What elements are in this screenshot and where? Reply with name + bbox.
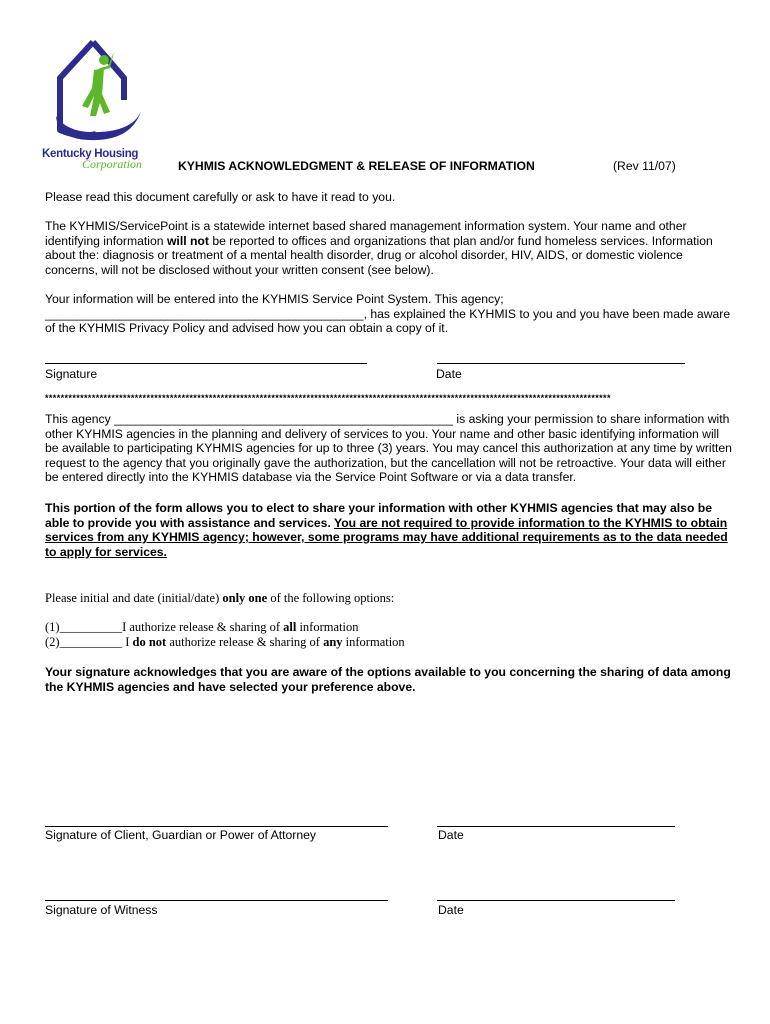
house-figure-icon — [38, 38, 153, 143]
logo-name-line2: Corporation — [82, 157, 143, 171]
agency-permission-blank[interactable]: __________________________________________________ — [114, 412, 454, 426]
signature-label: Signature — [45, 367, 98, 381]
instruction-text-b: of the following options: — [267, 591, 395, 605]
option1-bold: all — [283, 620, 297, 634]
agency-explanation-paragraph — [45, 292, 735, 336]
witness-signature-label: Signature of Witness — [45, 903, 158, 917]
client-signature-line[interactable] — [45, 826, 388, 827]
asterisk-divider: ************************************************************************************************************************************************* — [45, 393, 611, 403]
option-2-authorize-none[interactable] — [45, 635, 405, 650]
para3-text-a: This agency — [45, 412, 115, 426]
date-label: Date — [436, 367, 462, 381]
signature-line[interactable] — [45, 363, 367, 364]
para3-text-b: is asking your permission to share information with other KYHMIS agencies in the planning and delivery of services to you. Your name and other basic identifying information will be available to participating KYHMIS agencies for up to three (3) years. You may cancel this authorization at any time by written request to the agency that you originally gave the authorization, but the cancellation will not be retroactive. Your data will either be entered directly into the KYHMIS database via the Service Point Software or via a data transfer. — [45, 412, 732, 485]
permission-paragraph — [45, 412, 735, 485]
date-line[interactable] — [437, 363, 685, 364]
para4-underlined: You are not required to provide information to the KYHMIS to obtain services from any KYHMIS agency; however, some programs may have additional requirements as to the data needed to apply for services. — [45, 515, 728, 559]
para2-rest: has explained the KYHMIS to you and you have been made aware of the KYHMIS Privacy Policy and advised how you can obtain a copy of it. — [45, 306, 731, 336]
para4-text-a: This portion of the form allows you to elect to share your information with other KYHMIS agencies that may also be able to provide you with assistance and services. — [45, 501, 713, 530]
para1-text-b: be reported to offices and organizations that plan and/or fund homeless services. Information about the: diagnosis or treatment of a mental health disorder, drug or alcohol disorder, HIV, AIDS, or domestic violence concerns, will not be disclosed without your written consent (see below). — [45, 233, 713, 277]
form-revision: (Rev 11/07) — [613, 159, 676, 173]
form-title: KYHMIS ACKNOWLEDGMENT & RELEASE OF INFORMATION — [178, 159, 535, 173]
system-description-paragraph — [45, 219, 735, 277]
acknowledgment-paragraph: Your signature acknowledges that you are aware of the options available to you concerning the sharing of data among the KYHMIS agencies and have selected your preference above. — [45, 665, 731, 694]
option-1-authorize-all[interactable] — [45, 620, 358, 635]
intro-text: Please read this document carefully or ask to have it read to you. — [45, 190, 396, 204]
option2-suffix: information — [342, 635, 405, 649]
instruction-text-a: Please initial and date (initial/date) — [45, 591, 223, 605]
client-signature-label: Signature of Client, Guardian or Power of Attorney — [45, 828, 316, 842]
client-date-label: Date — [438, 828, 464, 842]
witness-date-label: Date — [438, 903, 464, 917]
option2-bold1: do not — [132, 635, 167, 649]
agency-name-blank[interactable]: _______________________________________________, — [45, 306, 367, 321]
option1-text: (1)__________I authorize release & sharing of — [45, 620, 284, 634]
witness-signature-line[interactable] — [45, 900, 388, 901]
logo-name-line1: Kentucky Housing — [42, 148, 139, 160]
option2-mid: authorize release & sharing of — [166, 635, 324, 649]
option2-text: (2)__________ I — [45, 635, 133, 649]
kentucky-housing-logo — [38, 38, 153, 178]
witness-date-line[interactable] — [437, 900, 675, 901]
option2-bold2: any — [323, 635, 343, 649]
para1-text-a: The KYHMIS/ServicePoint is a statewide internet based shared management information system. Your name and other identifying information — [45, 219, 687, 248]
instruction-bold: only one — [222, 591, 268, 605]
para1-bold: will not — [166, 233, 209, 248]
para2-line1: Your information will be entered into the KYHMIS Service Point System. This agency; — [45, 292, 504, 306]
options-instruction — [45, 591, 394, 606]
option1-suffix: information — [296, 620, 359, 634]
election-paragraph — [45, 501, 735, 559]
client-date-line[interactable] — [437, 826, 675, 827]
